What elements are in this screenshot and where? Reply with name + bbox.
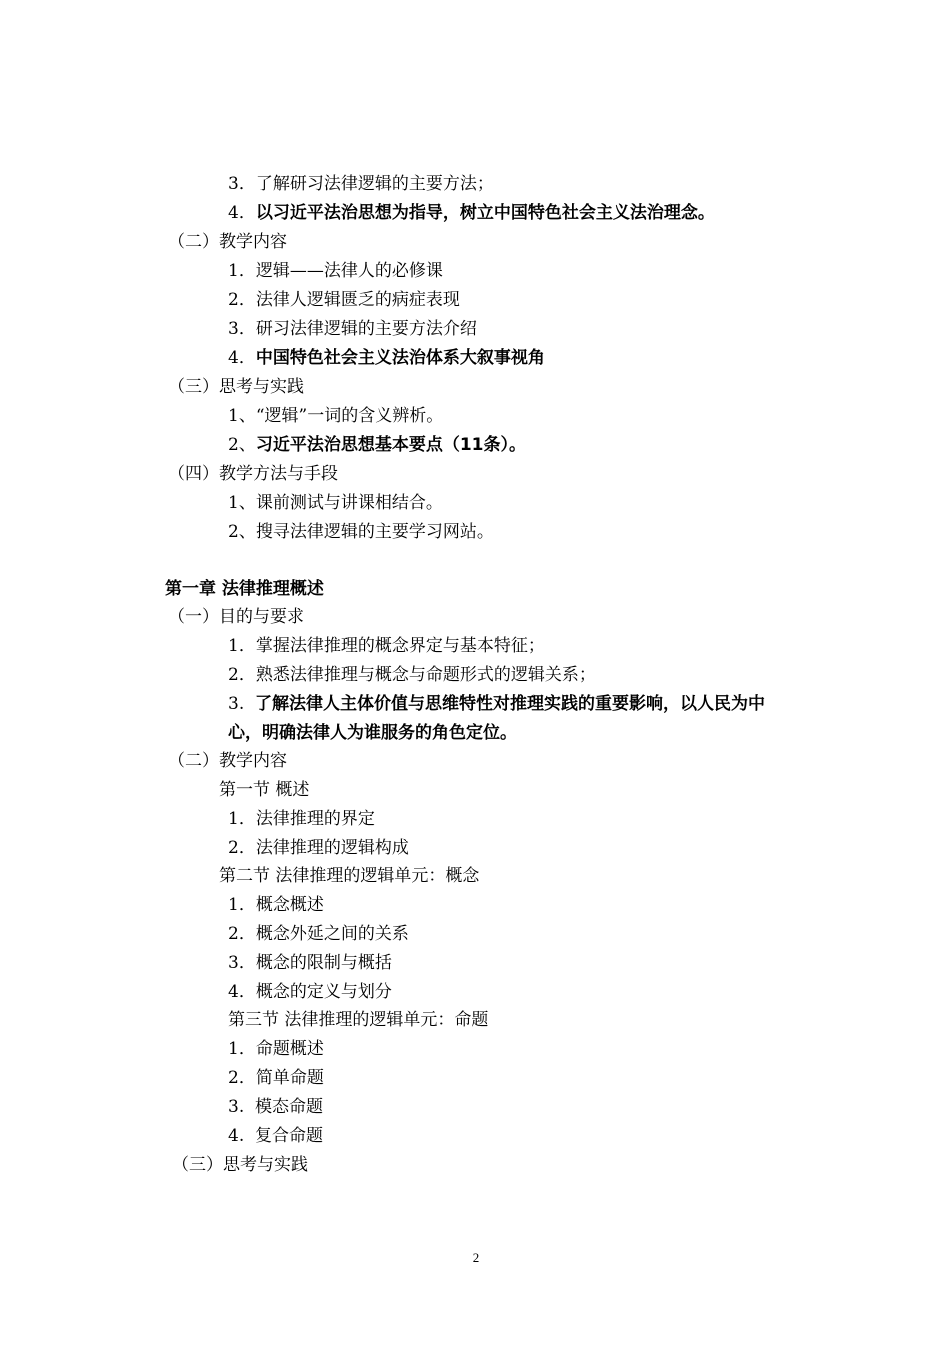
intro-method-item-1-text: 课前测试与讲课相结合。 (255, 493, 443, 513)
ch1-s2-item-4-text: 概念的定义与划分 (255, 982, 392, 1002)
intro-practice-item-2-num: 2、 (228, 435, 256, 455)
ch1-s2-item-3-num: 3． (228, 953, 256, 973)
ch1-s3-item-1-text: 命题概述 (255, 1039, 324, 1059)
ch1-s1-item-2-num: 2． (228, 838, 256, 858)
intro-practice-item-2-text: 习近平法治思想基本要点（11条）。 (255, 435, 526, 455)
goal-item-3 (228, 172, 494, 196)
ch1-s2-item-4-num: 4． (228, 982, 256, 1002)
intro-method-item-2-num: 2、 (228, 522, 256, 542)
intro-method-item-1-num: 1、 (228, 493, 256, 513)
ch1-s2-item-2-num: 2． (228, 924, 256, 944)
intro-practice-item-1 (228, 404, 443, 428)
ch1-s3-item-1 (228, 1037, 324, 1061)
intro-method-item-2-text: 搜寻法律逻辑的主要学习网站。 (255, 522, 494, 542)
intro-practice-item-1-text: “逻辑”一词的含义辨析。 (255, 406, 444, 426)
intro-method-heading: （四）教学方法与手段 (168, 464, 338, 484)
ch1-s2-item-1-num: 1． (228, 895, 256, 915)
ch1-s1-item-2-text: 法律推理的逻辑构成 (255, 838, 409, 858)
intro-method-item-1 (228, 491, 443, 515)
ch1-goal-item-1-num: 1． (228, 636, 256, 656)
ch1-s2-item-2 (228, 922, 409, 946)
ch1-goals-heading: （一）目的与要求 (168, 607, 304, 627)
ch1-goal-item-3 (228, 692, 765, 716)
ch1-s2-item-2-text: 概念外延之间的关系 (255, 924, 409, 944)
intro-content-item-1 (228, 259, 443, 283)
ch1-s3-item-2 (228, 1066, 324, 1090)
intro-content-item-4 (228, 346, 545, 370)
intro-content-item-1-text: 逻辑——法律人的必修课 (255, 261, 443, 281)
ch1-goal-item-2 (228, 663, 596, 687)
ch1-s2-item-1 (228, 893, 324, 917)
intro-content-heading: （二）教学内容 (168, 232, 287, 252)
ch1-s2-item-4 (228, 980, 392, 1004)
chapter-1-title: 第一章 法律推理概述 (165, 579, 324, 599)
ch1-goal-item-3-num: 3. (228, 694, 245, 714)
goal-item-3-text: 了解研习法律逻辑的主要方法； (255, 174, 494, 194)
ch1-s2-item-3 (228, 951, 392, 975)
ch1-s2-item-3-text: 概念的限制与概括 (255, 953, 392, 973)
intro-content-item-4-num: 4． (228, 348, 256, 368)
ch1-s3-item-3-text: 模态命题 (255, 1097, 324, 1117)
ch1-section-1-title: 第一节 概述 (219, 780, 310, 800)
page-number: 2 (472, 1250, 480, 1265)
intro-content-item-3-text: 研习法律逻辑的主要方法介绍 (255, 319, 477, 339)
ch1-goal-item-3-text: 了解法律人主体价值与思维特性对推理实践的重要影响，以人民为中 (255, 694, 766, 714)
goal-item-4-num: 4． (228, 203, 256, 223)
intro-method-item-2 (228, 520, 494, 544)
intro-content-item-2-num: 2． (228, 290, 256, 310)
ch1-goal-item-2-num: 2． (228, 665, 256, 685)
intro-practice-item-2 (228, 433, 526, 457)
ch1-goal-item-3-continuation: 心，明确法律人为谁服务的角色定位。 (228, 723, 517, 743)
intro-content-item-4-text: 中国特色社会主义法治体系大叙事视角 (255, 348, 545, 368)
ch1-s3-item-4 (228, 1124, 323, 1148)
ch1-s1-item-2 (228, 836, 409, 860)
ch1-goal-item-2-text: 熟悉法律推理与概念与命题形式的逻辑关系； (255, 665, 596, 685)
intro-practice-heading: （三）思考与实践 (168, 377, 304, 397)
intro-content-item-2 (228, 288, 460, 312)
ch1-practice-heading: （三）思考与实践 (172, 1155, 308, 1175)
ch1-content-heading: （二）教学内容 (168, 751, 287, 771)
intro-content-item-2-text: 法律人逻辑匮乏的病症表现 (255, 290, 460, 310)
ch1-section-2-title: 第二节 法律推理的逻辑单元：概念 (219, 866, 480, 886)
intro-content-item-3 (228, 317, 477, 341)
ch1-s3-item-4-num: 4. (228, 1126, 245, 1146)
ch1-s3-item-3-num: 3. (228, 1097, 245, 1117)
goal-item-3-num: 3． (228, 174, 256, 194)
ch1-s2-item-1-text: 概念概述 (255, 895, 324, 915)
ch1-s3-item-3 (228, 1095, 323, 1119)
ch1-s1-item-1-text: 法律推理的界定 (255, 809, 375, 829)
goal-item-4 (228, 201, 715, 225)
intro-content-item-1-num: 1． (228, 261, 256, 281)
ch1-s1-item-1-num: 1． (228, 809, 256, 829)
ch1-s3-item-2-num: 2． (228, 1068, 256, 1088)
ch1-s3-item-4-text: 复合命题 (255, 1126, 324, 1146)
ch1-goal-item-1 (228, 634, 545, 658)
goal-item-4-text: 以习近平法治思想为指导，树立中国特色社会主义法治理念。 (255, 203, 715, 223)
intro-practice-item-1-num: 1、 (228, 406, 256, 426)
ch1-s3-item-1-num: 1． (228, 1039, 256, 1059)
ch1-section-3-title: 第三节 法律推理的逻辑单元：命题 (228, 1010, 489, 1030)
ch1-goal-item-1-text: 掌握法律推理的概念界定与基本特征； (255, 636, 545, 656)
intro-content-item-3-num: 3． (228, 319, 256, 339)
ch1-s3-item-2-text: 简单命题 (255, 1068, 324, 1088)
ch1-s1-item-1 (228, 807, 375, 831)
